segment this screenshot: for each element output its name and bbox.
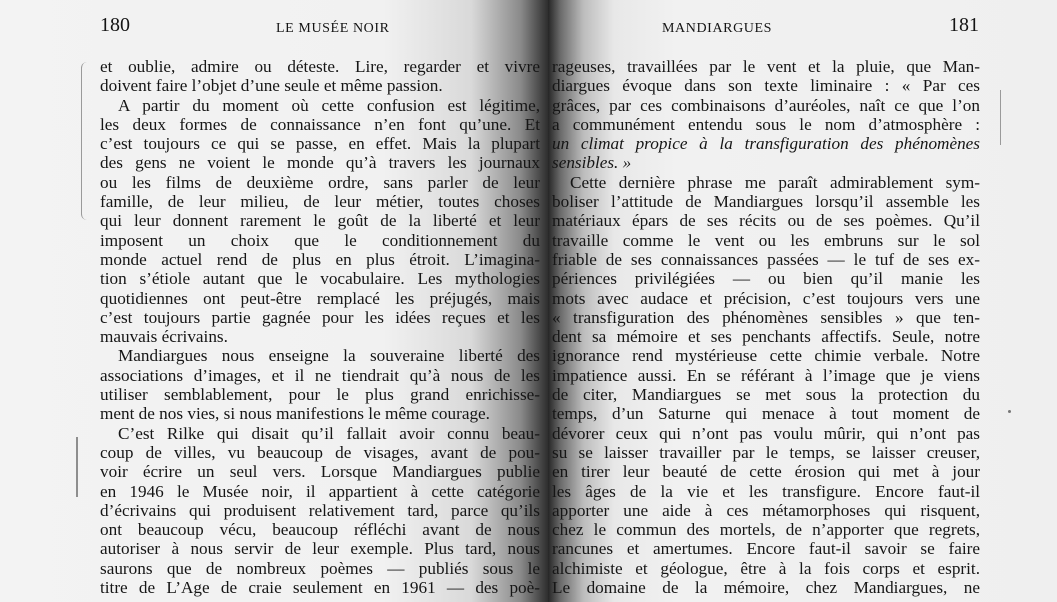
text-line: d’écrivains qui produisent relativement tard, parce qu’ils — [100, 500, 540, 520]
text-line: tion s’étiole autant que le vocabulaire. Les mythologies — [100, 269, 540, 289]
text-line: rancunes et amertumes. Encore faut-il savoir se faire — [552, 539, 980, 559]
left-page-body — [100, 57, 540, 597]
text-line: mots avec audace et précision, c’est toujours vers une — [552, 288, 980, 308]
text-line: famille, de leur milieu, de leur métier, toutes choses — [100, 192, 540, 212]
text-line: et oublie, admire ou déteste. Lire, regarder et vivre — [100, 57, 540, 76]
text-line: alchimiste et géologue, être à la fois corps et esprit. — [552, 558, 980, 578]
running-head: MANDIARGUES — [662, 21, 773, 36]
text-line: « transfiguration des phénomènes sensibles » que ten- — [552, 307, 980, 327]
text-line: les âges de la vie et les transfigure. Encore faut-il — [552, 481, 980, 501]
right-page — [548, 0, 1057, 602]
text-line: travaille comme le vent ou les embruns sur le sol — [552, 230, 980, 250]
text-line: dévorer ceux qui n’ont pas voulu mûrir, qui n’ont pas — [552, 423, 980, 443]
text-line: Cette dernière phrase me paraît admirablement sym- — [570, 172, 980, 192]
text-line: des gens ne voient le monde qu’à travers les journaux — [100, 153, 540, 173]
text-line: voir écrire un seul vers. Lorsque Mandiargues publie — [100, 462, 540, 482]
page-number: 180 — [100, 14, 130, 36]
text-line: a communément entendu sous le nom d’atmosphère : — [552, 114, 980, 134]
text-line: saurons que de nombreux poèmes — publiés sous le — [100, 558, 540, 578]
text-line: périences privilégiées — ou bien qu’il manie les — [552, 269, 980, 289]
text-line: coup de villes, vu beaucoup de visages, avant de pou- — [100, 442, 540, 462]
left-page-header — [100, 14, 508, 40]
right-page-header — [556, 14, 979, 40]
text-line: monde actuel rend de plus en plus étroit. L’imagina- — [100, 249, 540, 269]
text-line: c’est toujours partie gagnée pour les idées reçues et les — [100, 307, 540, 327]
text-line: en tirer leur beauté de cette érosion qui met à jour — [552, 462, 980, 482]
text-line: rageuses, travaillées par le vent et la pluie, que Man- — [552, 57, 980, 76]
right-page-body — [552, 57, 980, 597]
text-line: ou les films de deuxième ordre, sans parler de leur — [100, 172, 540, 192]
running-head: LE MUSÉE NOIR — [276, 21, 390, 36]
pencil-margin-mark — [81, 62, 90, 220]
text-line: temps, d’un Saturne qui menace à tout moment de — [552, 404, 980, 424]
text-line: chez le commun des mortels, de n’apporter que regrets, — [552, 520, 980, 540]
text-line: sensibles. » — [552, 153, 632, 173]
text-line: ment de nos vies, si nous manifestions le même courage. — [100, 404, 490, 424]
text-line: un climat propice à la transfiguration des phénomènes — [552, 134, 980, 154]
text-line: les deux formes de connaissance n’en font qu’une. Et — [100, 114, 540, 134]
text-line: ignorance rend mystérieuse cette chimie verbale. Notre — [552, 346, 980, 366]
text-line: matériaux épars de ses récits ou de ses poèmes. Qu’il — [552, 211, 980, 231]
text-line: en 1946 le Musée noir, il appartient à cette catégorie — [100, 481, 540, 501]
page-number: 181 — [949, 14, 979, 36]
text-line: C’est Rilke qui disait qu’il fallait avoir connu beau- — [118, 423, 540, 443]
text-line: doivent faire l’objet d’une seule et même passion. — [100, 76, 443, 96]
text-line: imposent un choix que le conditionnement du — [100, 230, 540, 250]
text-line: diargues évoque dans son texte liminaire : « Par ces — [552, 76, 980, 96]
text-line: Le domaine de la mémoire, chez Mandiargues, ne — [552, 578, 980, 598]
text-line: grâces, par ces combinaisons d’auréoles, naît ce que l’on — [552, 95, 980, 115]
text-line: associations d’images, et il ne tiendrait qu’à nous de les — [100, 365, 540, 385]
text-line: impatience aussi. En se référant à l’image que je viens — [552, 365, 980, 385]
text-line: autoriser à nous servir de leur exemple. Plus tard, nous — [100, 539, 540, 559]
text-line: boliser l’attitude de Mandiargues lorsqu’il assemble les — [552, 192, 980, 212]
text-line: mauvais écrivains. — [100, 327, 228, 347]
text-line: c’est toujours ce qui se passe, en effet. Mais la plupart — [100, 134, 540, 154]
text-line: Mandiargues nous enseigne la souveraine liberté des — [118, 346, 540, 366]
text-line: de citer, Mandiargues se met sous la protection du — [552, 385, 980, 405]
text-line: quotidiennes ont peut-être remplacé les préjugés, mais — [100, 288, 540, 308]
pencil-margin-mark — [1000, 90, 1004, 145]
text-line: apporter une aide à ces métamorphoses qui risquent, — [552, 500, 980, 520]
text-line: dent sa mémoire et ses penchants affectifs. Seule, notre — [552, 327, 980, 347]
text-line: titre de L’Age de craie seulement en 1961 — des poè- — [100, 578, 540, 598]
text-line: A partir du moment où cette confusion est légitime, — [118, 95, 540, 115]
text-line: qui leur donnent rarement le goût de la liberté et leur — [100, 211, 540, 231]
pencil-dot-mark — [1008, 410, 1011, 413]
pencil-margin-mark — [76, 437, 81, 497]
text-line: ont beaucoup vécu, beaucoup réfléchi avant de nous — [100, 520, 540, 540]
text-line: utiliser semblablement, pour le plus grand enrichisse- — [100, 385, 540, 405]
text-line: friable de ses connaissances passées — le tuf de ses ex- — [552, 249, 980, 269]
text-line: su se laisser travailler par le temps, se laisser creuser, — [552, 442, 980, 462]
